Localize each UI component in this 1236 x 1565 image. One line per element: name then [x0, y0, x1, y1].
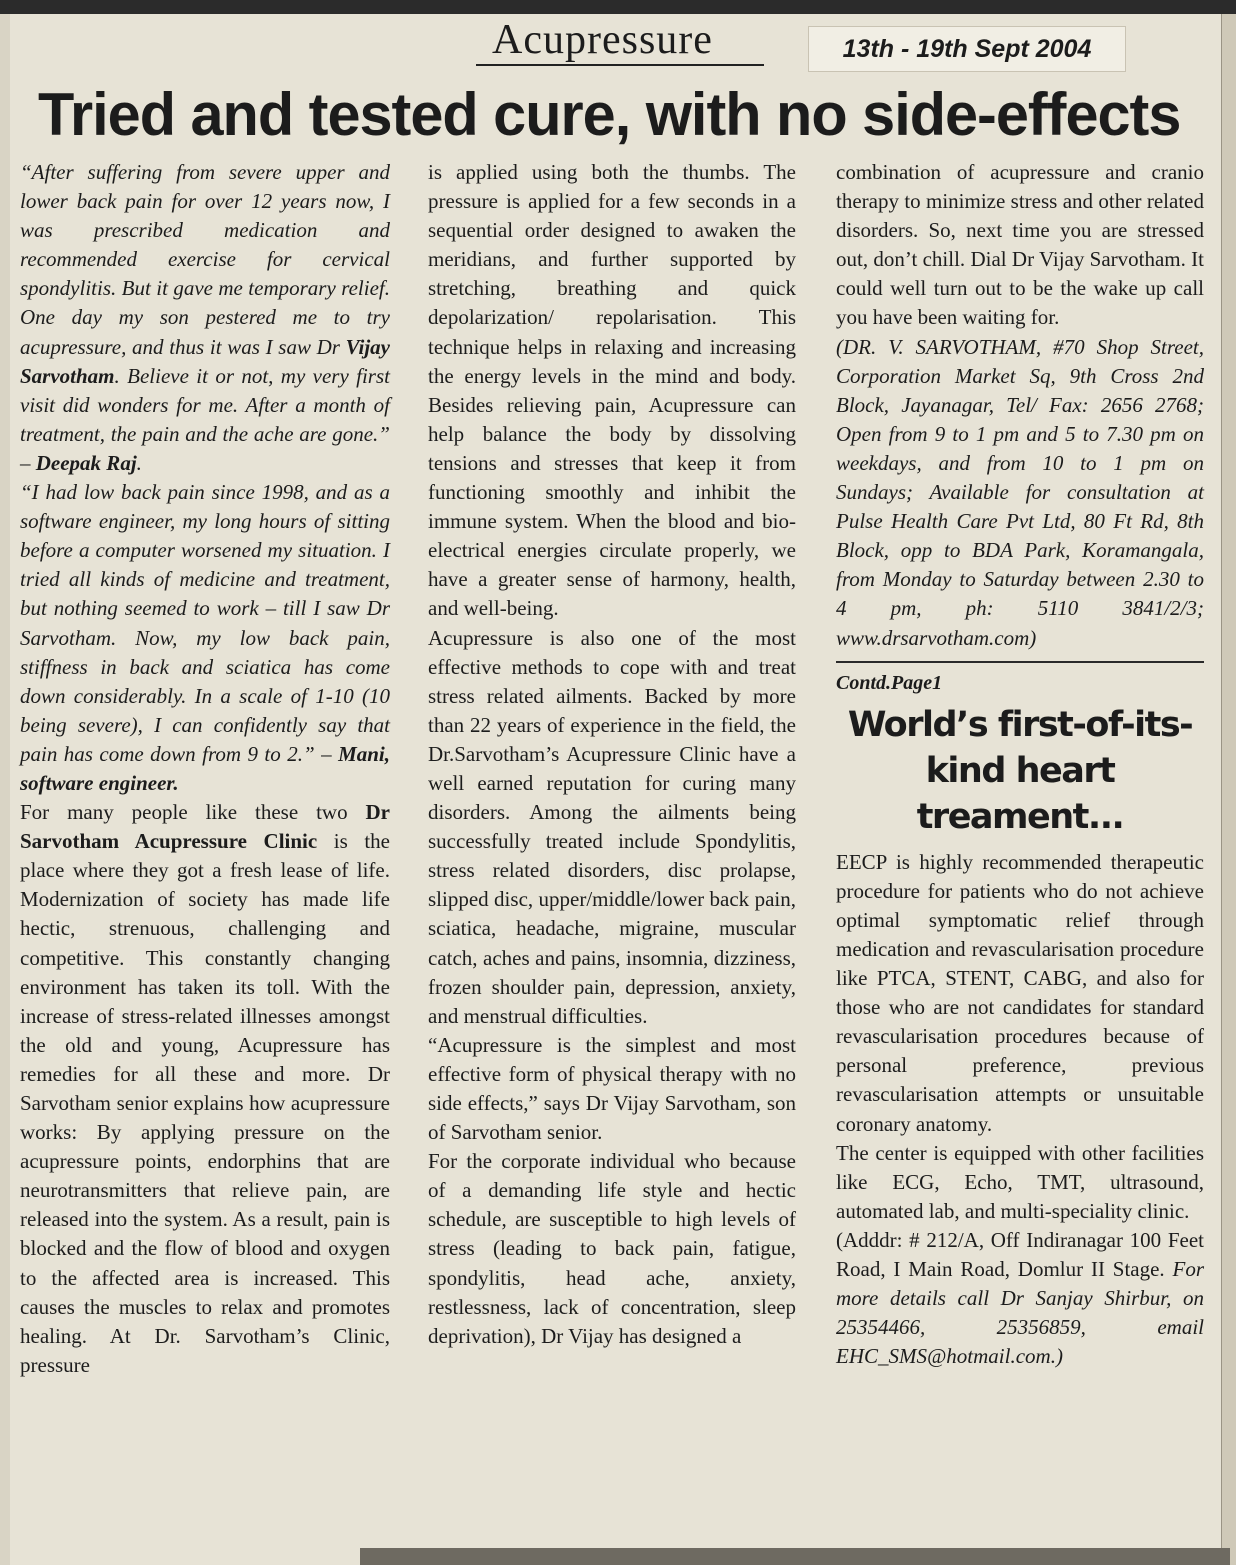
article-headline: Tried and tested cure, with no side-effects: [38, 81, 1181, 148]
column-2: [428, 158, 796, 1351]
body-3-paragraph-1: combination of acupressure and cranio therapy to minimize stress and other related disorders. So, next time you are stressed out, don’t chill. Dial Dr Vijay Sarvotham. It could well turn out to be the wake up call you have been waiting for.: [836, 160, 1204, 330]
testimonial-1-quote-end: . Believe it or not, my very first visit did wonders for me. After a month of treatment, the pain and the ache are gone.” –: [20, 363, 390, 475]
column-3: [836, 158, 1204, 1371]
body-2-paragraph-1: is applied using both the thumbs. The pressure is applied for a few seconds in a sequential order designed to awaken the meridians, and further supported by stretching, breathing and quick depolarization/ repolarisation. This technique helps in relaxing and increasing the energy levels in the mind and body. Besides relieving pain, Acupressure can help balance the body by dissolving tensions and stresses that keep it from functioning smoothly and inhibit the immune system. When the blood and bio-electrical energies circulate properly, we have a greater sense of harmony, health, and well-being.: [428, 160, 796, 621]
body-2-paragraph-2: Acupressure is also one of the most effective methods to cope with and treat stress related ailments. Backed by more than 22 years of experience in the field, the Dr.Sarvotham’s Acupressure Clinic have a well earned reputation for curing many disorders. Among the ailments being successfully treated include Spondylitis, stress related disorders, disc prolapse, slipped disc, upper/middle/lower back pain, sciatica, headache, migraine, muscular catch, aches and pains, insomnia, dizziness, frozen shoulder pain, depression, anxiety, and menstrual difficulties.: [428, 625, 796, 1028]
body-2-paragraph-4: For the corporate individual who because of a demanding life style and hectic schedule, are susceptible to high levels of stress (leading to back pain, fatigue, spondylitis, head ache, anxiety, restlessness, lack of concentration, sleep deprivation), Dr Vijay has designed a: [428, 1149, 796, 1348]
sidebar-paragraph-2: The center is equipped with other facilities like ECG, Echo, TMT, ultrasound, automated lab, and multi-speciality clinic.: [836, 1140, 1204, 1223]
section-label: Acupressure: [492, 17, 713, 63]
body-paragraph-1: [20, 798, 390, 1380]
top-border: [0, 0, 1236, 14]
sidebar-address: [836, 1226, 1204, 1371]
testimonial-1-doctor: Vijay Sarvotham: [20, 334, 390, 388]
clinic-name: Dr Sarvotham Acupressure Clinic: [20, 800, 390, 854]
testimonial-1-period: .: [136, 450, 142, 475]
column-1: [20, 158, 390, 1380]
bottom-edge-shadow: [360, 1548, 1230, 1565]
testimonial-1-author: Deepak Raj: [35, 450, 137, 475]
body-2-paragraph-3: “Acupressure is the simplest and most effective form of physical therapy with no side effects,” says Dr Vijay Sarvotham, son of Sarvotham senior.: [428, 1032, 796, 1145]
continued-label: Contd.Page1: [836, 671, 943, 694]
left-page-edge: [0, 14, 10, 1565]
testimonial-2: [20, 478, 390, 798]
sidebar-divider: [836, 661, 1204, 663]
body-1-lead: For many people like these two: [20, 800, 366, 825]
testimonial-2-author: Mani, software engineer.: [20, 741, 390, 795]
clinic-address: (DR. V. SARVOTHAM, #70 Shop Street, Corporation Market Sq, 9th Cross 2nd Block, Jayanagar, Tel/ Fax: 2656 2768; Open from 9 to 1 pm and 5 to 7.30 pm on weekdays, and from 10 to 1 pm on Sundays; Available for consultation at Pulse Health Care Pvt Ltd, 80 Ft Rd, 8th Block, opp to BDA Park, Koramangala, from Monday to Saturday between 2.30 to 4 pm, ph: 5110 3841/2/3; www.drsarvotham.com): [836, 334, 1204, 650]
section-underline: [476, 64, 764, 66]
testimonial-1-quote: “After suffering from severe upper and lower back pain for over 12 years now, I was prescribed medication and recommended exercise for cervical spondylitis. But it gave me temporary relief. One day my son pestered me to try acupressure, and thus it was I saw Dr: [20, 160, 390, 359]
sidebar-headline: World’s first-of-its-kind heart treament...: [847, 704, 1193, 837]
sidebar-address-text: (Adddr: # 212/A, Off Indiranagar 100 Feet Road, I Main Road, Domlur II Stage.: [836, 1227, 1204, 1281]
body-1-text: is the place where they got a fresh lease of life. Modernization of society has made life hectic, strenuous, challenging and competitive. This constantly changing environment has taken its toll. With the increase of stress-related illnesses amongst the old and young, Acupressure has remedies for all these and more. Dr Sarvotham senior explains how acupressure works: By applying pressure on the acupressure points, endorphins that are neurotransmitters that relieve pain, are released into the system. As a result, pain is blocked and the flow of blood and oxygen to the affected area is increased. This causes the muscles to relax and promotes healing. At Dr. Sarvotham’s Clinic, pressure: [20, 829, 390, 1377]
sidebar-paragraph-1: EECP is highly recommended therapeutic procedure for patients who do not achieve optimal symptomatic relief through medication and revascularisation procedure like PTCA, STENT, CABG, and also for those who are not candidates for standard revascularisation procedures because of personal preference, previous revascularisation attempts or unsuitable coronary anatomy.: [836, 849, 1204, 1136]
sidebar-contact: For more details call Dr Sanjay Shirbur, on 25354466, 25356859, email EHC_SMS@hotmail.com.): [836, 1257, 1204, 1369]
issue-date: 13th - 19th Sept 2004: [808, 26, 1126, 72]
right-page-edge: [1221, 14, 1236, 1565]
testimonial-1: [20, 158, 390, 478]
testimonial-2-quote: “I had low back pain since 1998, and as a software engineer, my long hours of sitting before a computer worsened my situation. I tried all kinds of medicine and treatment, but nothing seemed to work – till I saw Dr Sarvotham. Now, my low back pain, stiffness in back and sciatica has come down considerably. In a scale of 1-10 (10 being severe), I can confidently say that pain has come down from 9 to 2.” –: [20, 480, 390, 766]
